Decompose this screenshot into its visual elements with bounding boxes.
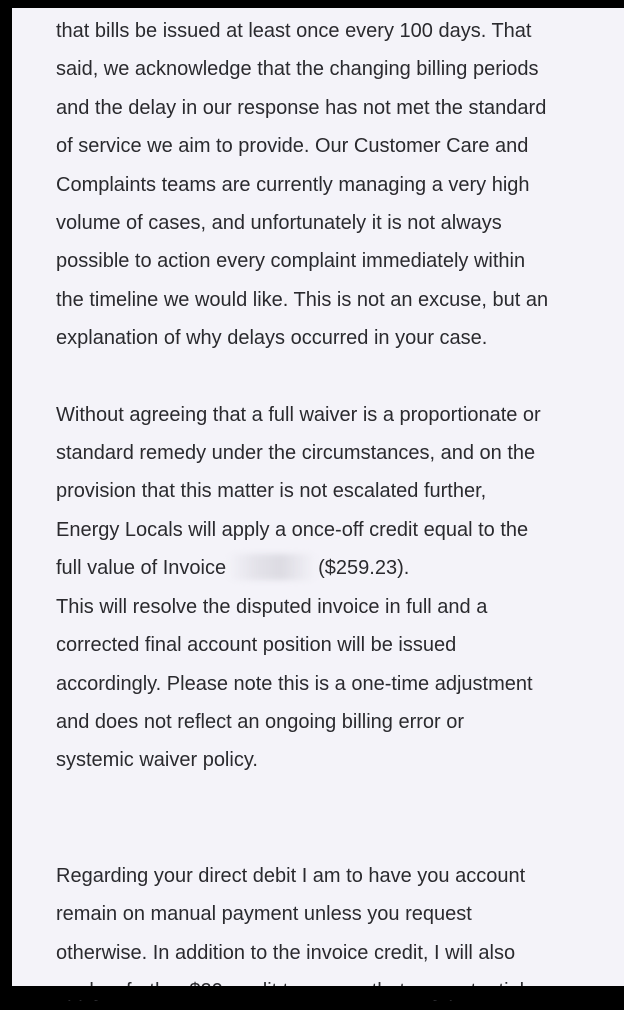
text-line: Without agreeing that a full waiver is a proportionate or: [56, 403, 541, 426]
text-line: accordingly. Please note this is a one-time adjustment: [56, 672, 533, 695]
paragraph-spacer: [56, 780, 586, 857]
invoice-amount: ($259.23).: [318, 557, 410, 580]
text-line: otherwise. In addition to the invoice credit, I will also: [56, 941, 516, 964]
invoice-line-prefix: full value of Invoice: [56, 557, 227, 580]
text-line: Complaints teams are currently managing a very high: [56, 173, 530, 196]
text-line: of service we aim to provide. Our Customer Care and: [56, 135, 529, 158]
text-line: and the delay in our response has not met the standard: [56, 96, 547, 119]
text-line: Energy Locals will apply a once-off credit equal to the: [56, 518, 529, 541]
email-body-panel[interactable]: [12, 8, 624, 986]
paragraph-spacer: [56, 358, 586, 396]
text-line: the timeline we would like. This is not an excuse, but an: [56, 288, 549, 311]
redacted-invoice-number: [228, 554, 316, 580]
navigation-bar: [0, 986, 624, 1000]
text-line: corrected final account position will be issued: [56, 634, 457, 657]
text-line: possible to action every complaint immediately within: [56, 250, 526, 273]
text-line: This will resolve the disputed invoice in full and a: [56, 595, 488, 618]
text-line: remain on manual payment unless you request: [56, 903, 472, 926]
text-line: Regarding your direct debit I am to have you account: [56, 864, 526, 887]
email-body: [56, 12, 586, 1010]
invoice-line: [56, 549, 586, 587]
paragraph-resolution-note: [56, 588, 586, 780]
text-line: standard remedy under the circumstances, and on the: [56, 442, 536, 465]
text-line: explanation of why delays occurred in your case.: [56, 327, 488, 350]
text-line: provision that this matter is not escalated further,: [56, 480, 487, 503]
text-line: that bills be issued at least once every 100 days. That: [56, 20, 532, 42]
text-line: and does not reflect an ongoing billing error or: [56, 710, 465, 733]
text-line: said, we acknowledge that the changing billing periods: [56, 58, 539, 81]
status-bar: [0, 0, 624, 8]
text-line: systemic waiver policy.: [56, 749, 258, 772]
paragraph-credit-offer: [56, 396, 586, 588]
paragraph-billing-explanation: [56, 12, 586, 358]
text-line: volume of cases, and unfortunately it is not always: [56, 212, 502, 235]
